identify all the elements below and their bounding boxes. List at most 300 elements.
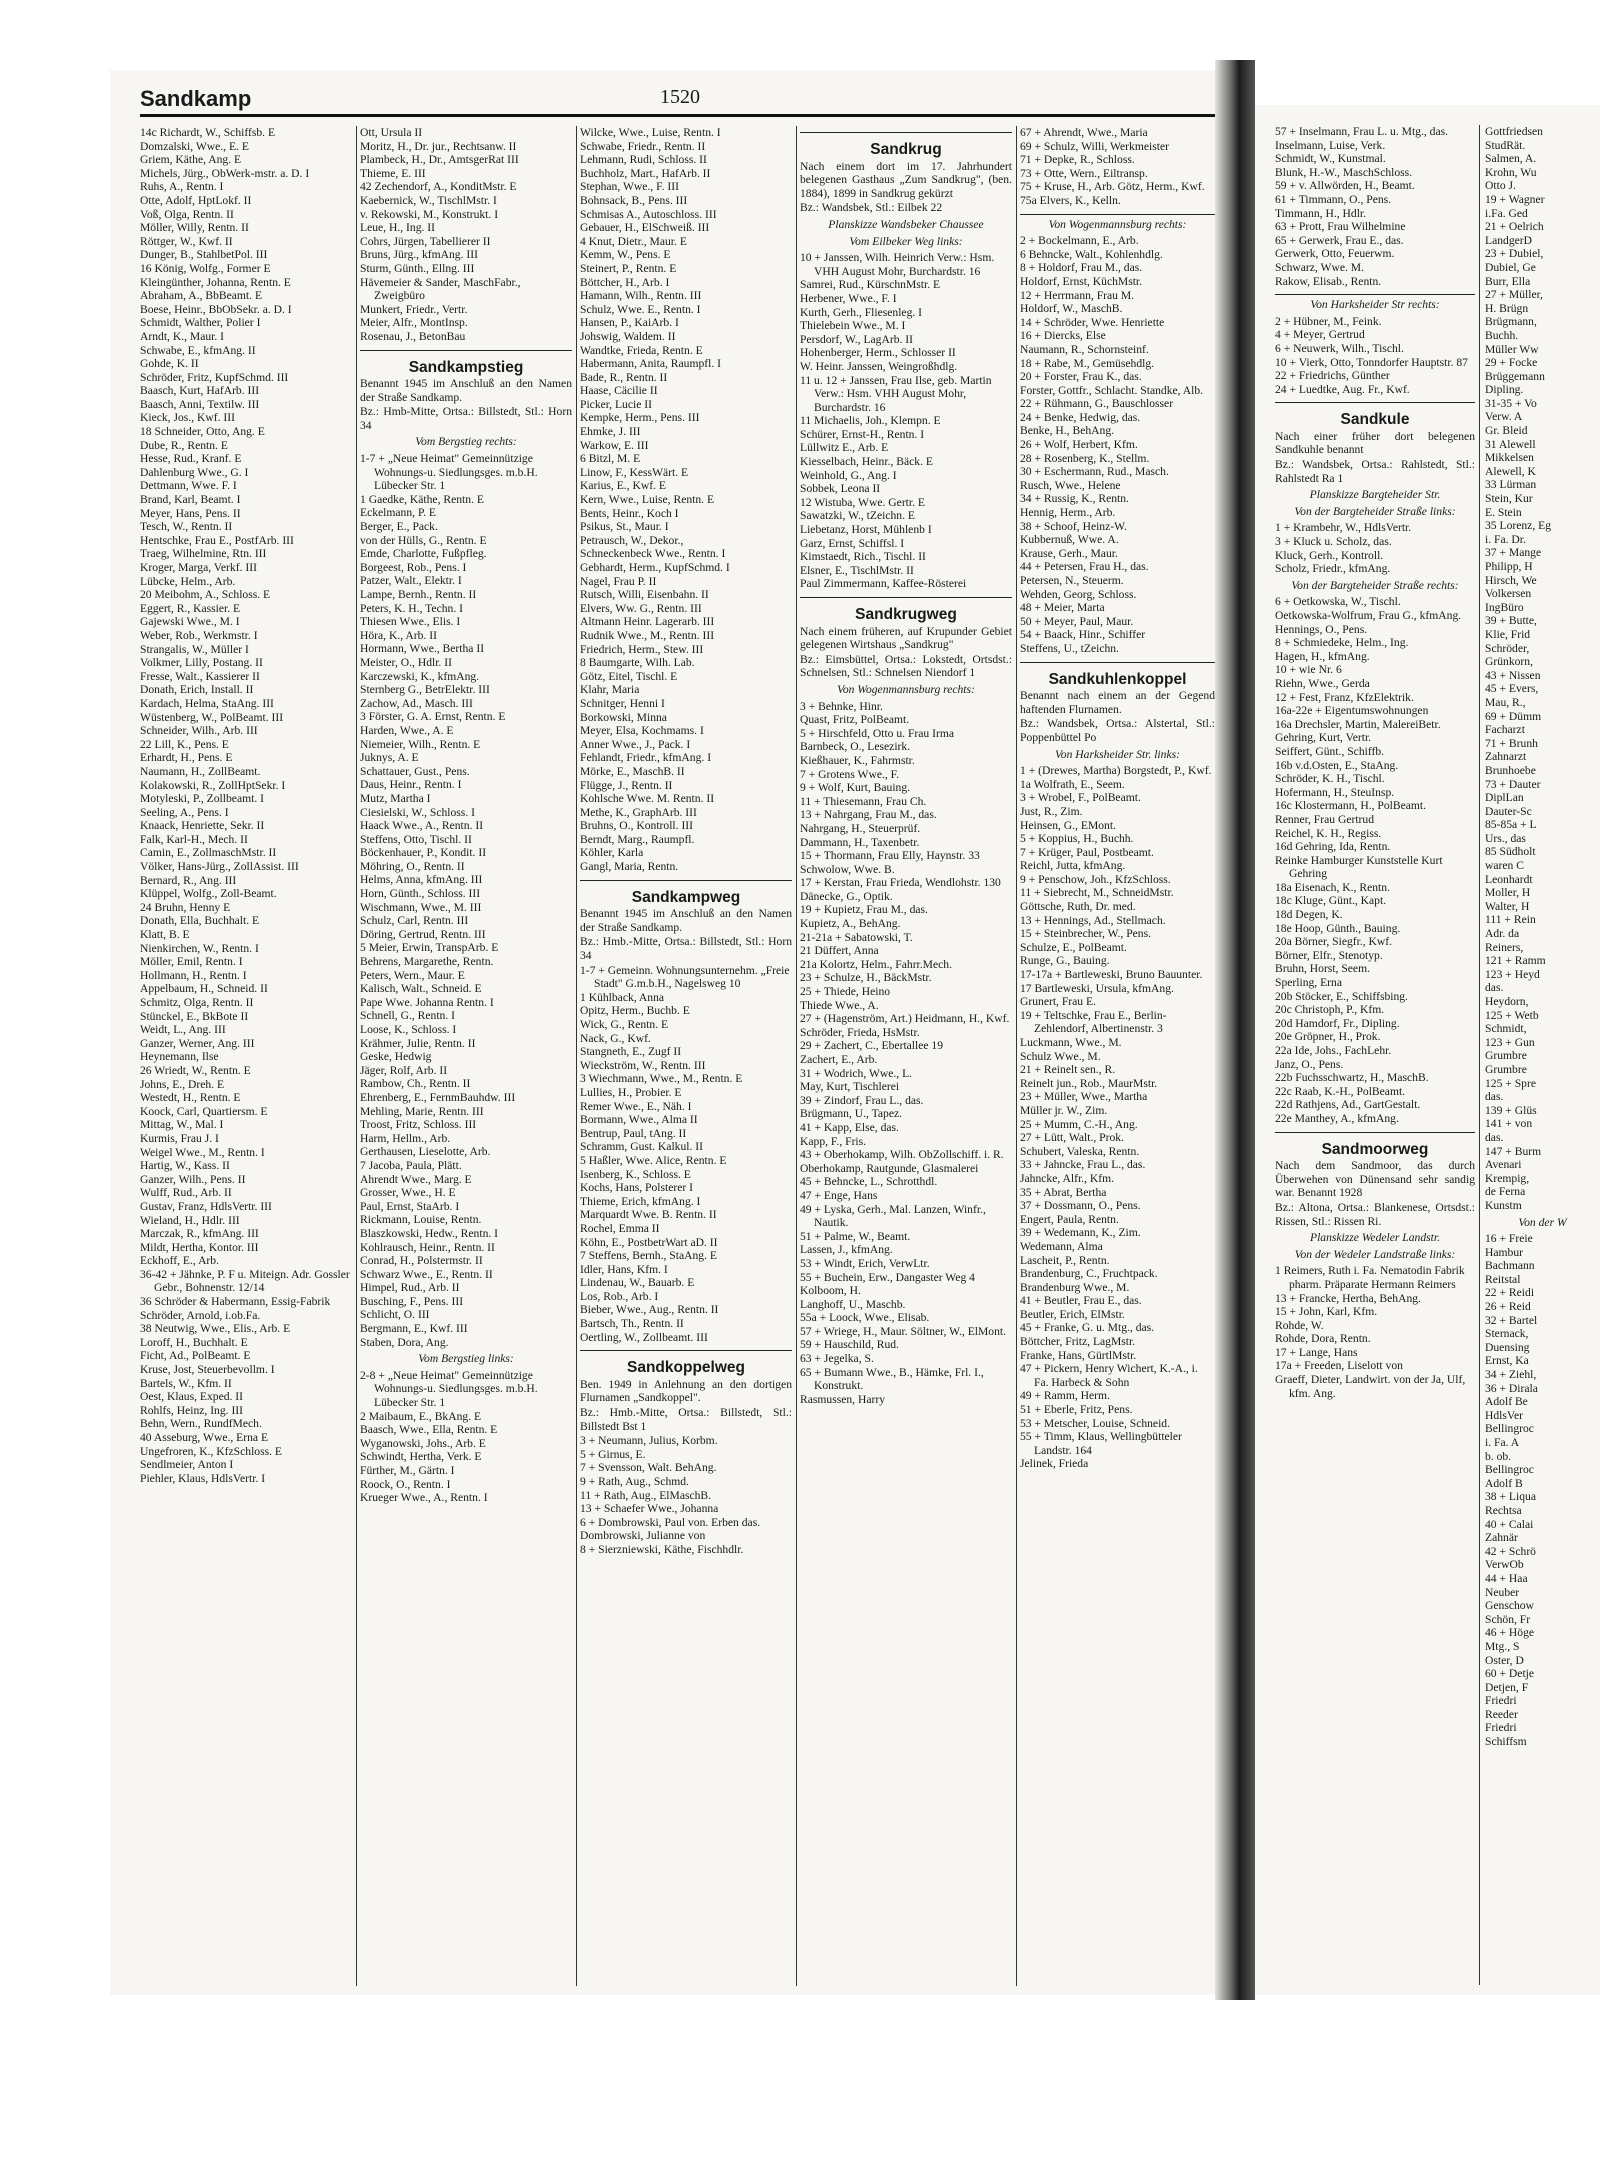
directory-entry: 15 + Steinbrecher, W., Pens. bbox=[1020, 927, 1152, 941]
directory-entry: Lassen, J., kfmAng. bbox=[800, 1243, 893, 1257]
directory-entry: Völker, Hans-Jürg., ZollAssist. III bbox=[140, 860, 299, 874]
directory-entry: Fehlandt, Friedr., kfmAng. I bbox=[580, 751, 712, 765]
directory-entry: Luckmann, Wwe., M. bbox=[1020, 1036, 1122, 1049]
side-subheading: Von der Bargteheider Straße links: bbox=[1294, 504, 1456, 518]
directory-entry: Troost, Fritz, Schloss. III bbox=[360, 1118, 477, 1132]
directory-entry: 27 + Lütt, Walt., Prok. bbox=[1020, 1131, 1124, 1145]
directory-entry: Klie, Frid bbox=[1485, 627, 1531, 641]
directory-entry: Oest, Klaus, Exped. II bbox=[140, 1390, 244, 1404]
directory-entry: Hansen, P., KaiArb. I bbox=[580, 316, 679, 330]
section-rule bbox=[1275, 402, 1475, 403]
directory-entry: Schmitz, Olga, Rentn. II bbox=[140, 996, 254, 1009]
directory-entry: 16 + Diercks, Else bbox=[1020, 329, 1106, 343]
directory-entry: Klatt, B. E bbox=[140, 928, 190, 942]
directory-entry: 20b Stöcker, E., Schiffsbing. bbox=[1275, 989, 1408, 1003]
directory-entry: 16b v.d.Osten, E., StaAng. bbox=[1275, 758, 1399, 772]
directory-entry: 65 + Gerwerk, Frau E., das. bbox=[1275, 233, 1404, 247]
directory-entry: Strangalis, W., Müller I bbox=[140, 642, 249, 656]
directory-entry: de Ferna bbox=[1485, 1185, 1526, 1199]
directory-entry: Lübcke, Helm., Arb. bbox=[140, 574, 236, 588]
directory-entry: Ganzer, Wilh., Pens. II bbox=[140, 1172, 246, 1186]
directory-entry: Ficht, Ad., PolBeamt. E bbox=[140, 1349, 251, 1363]
directory-entry: Hennings, O., Pens. bbox=[1275, 622, 1368, 636]
directory-entry: Janz, O., Pens. bbox=[1275, 1057, 1344, 1071]
page-number: 1520 bbox=[660, 86, 700, 108]
directory-entry: das. bbox=[1485, 1090, 1504, 1104]
directory-entry: Horn, Günth., Schloss. III bbox=[360, 887, 481, 901]
directory-entry: 13 + Schaefer Wwe., Johanna bbox=[580, 1502, 719, 1516]
directory-entry: Oberhokamp, Rautgunde, Glasmalerei bbox=[800, 1161, 979, 1175]
directory-entry: Sturm, Günth., Ellng. III bbox=[360, 261, 475, 275]
directory-entry: 50 + Meyer, Paul, Maur. bbox=[1020, 614, 1134, 628]
directory-entry: 29 + Focke bbox=[1485, 356, 1538, 370]
directory-entry: 7 + Krüger, Paul, Postbeamt. bbox=[1020, 845, 1154, 859]
directory-entry: Kolakowski, R., ZollHptSekr. I bbox=[140, 778, 286, 792]
directory-entry: 10 + wie Nr. 6 bbox=[1275, 663, 1342, 677]
directory-entry: Karius, E., Kwf. E bbox=[580, 479, 666, 493]
directory-entry: Idler, Hans, Kfm. I bbox=[580, 1262, 668, 1276]
directory-entry: 1 + Krambehr, W., HdlsVertr. bbox=[1275, 521, 1412, 535]
directory-entry: Kunstm bbox=[1485, 1198, 1522, 1212]
directory-entry: Gohde, K. II bbox=[140, 357, 199, 371]
directory-entry: Höra, K., Arb. II bbox=[360, 628, 437, 642]
directory-entry: Buchholz, Mart., HafArb. II bbox=[580, 166, 711, 180]
directory-entry: 32 + Bartel bbox=[1485, 1313, 1538, 1327]
directory-entry: 16 + Freie bbox=[1485, 1232, 1533, 1246]
side-subheading: Vom Eilbeker Weg links: bbox=[849, 234, 963, 248]
column-2 bbox=[360, 126, 577, 1986]
directory-entry: Kiesselbach, Heinr., Bäck. E bbox=[800, 455, 933, 469]
directory-entry: Blunk, H.-W., MaschSchloss. bbox=[1275, 165, 1413, 179]
directory-entry: 19 + Teltschke, Frau E., Berlin-Zehlendorf, Albertinenstr. 3 bbox=[1020, 1008, 1167, 1036]
directory-entry: 17-17a + Bartleweski, Bruno Bauunter. bbox=[1020, 968, 1203, 982]
directory-entry: Dipling. bbox=[1485, 383, 1524, 397]
directory-entry: Krause, Gerh., Maur. bbox=[1020, 546, 1118, 560]
directory-entry: Renner, Frau Gertrud bbox=[1275, 812, 1375, 826]
directory-entry: Reeder bbox=[1485, 1707, 1518, 1721]
directory-entry: Friedrich, Herm., Stew. III bbox=[580, 642, 704, 656]
directory-entry: Karczewski, K., kfmAng. bbox=[360, 669, 480, 683]
directory-entry: Patzer, Walt., Elektr. I bbox=[360, 574, 462, 588]
directory-entry: 22d Rathjens, Ad., GartGestalt. bbox=[1275, 1098, 1421, 1112]
directory-entry: 1a Wolfrath, E., Seem. bbox=[1020, 777, 1125, 791]
directory-entry: Schröder, bbox=[1485, 641, 1530, 655]
directory-entry: Schneckenbeck Wwe., Rentn. I bbox=[580, 547, 726, 561]
directory-entry: 43 + Nissen bbox=[1485, 668, 1541, 682]
directory-entry: Ehrenberg, E., FernmBauhdw. III bbox=[360, 1090, 516, 1104]
directory-entry: Kurmis, Frau J. I bbox=[140, 1131, 219, 1145]
directory-entry: Brüggemann bbox=[1485, 369, 1545, 383]
directory-entry: Griem, Käthe, Ang. E bbox=[140, 153, 242, 167]
directory-entry: 69 + Dümm bbox=[1485, 709, 1542, 723]
directory-entry: Rasmussen, Harry bbox=[800, 1392, 886, 1406]
directory-entry: 15 + John, Karl, Kfm. bbox=[1275, 1305, 1378, 1319]
directory-entry: 65 + Bumann Wwe., B., Hämke, Frl. I., Konstrukt. bbox=[800, 1365, 987, 1393]
directory-entry: 73 + Otte, Wern., Eiltransp. bbox=[1020, 166, 1148, 180]
directory-entry: 27 + Müller, bbox=[1485, 288, 1543, 302]
directory-entry: 11 + Rath, Aug., ElMaschB. bbox=[580, 1488, 712, 1502]
directory-entry: Ehmke, J. III bbox=[580, 425, 641, 439]
directory-entry: Schiffsm bbox=[1485, 1735, 1527, 1749]
directory-entry: 60 + Detje bbox=[1485, 1667, 1535, 1681]
directory-entry: Timmann, H., Hdlr. bbox=[1275, 206, 1367, 220]
directory-entry: Reitstal bbox=[1485, 1272, 1521, 1286]
directory-entry: Linow, F., KessWärt. E bbox=[580, 465, 689, 479]
directory-entry: Sternack, bbox=[1485, 1327, 1529, 1341]
street-note: Ben. 1949 in Anlehnung an den dortigen Flurnamen „Sandkoppel". bbox=[580, 1377, 792, 1405]
directory-entry: 13 + Hennings, Ad., Stellmach. bbox=[1020, 913, 1166, 927]
directory-entry: 10 + Janssen, Wilh. Heinrich Verw.: Hsm. VHH August Mohr, Burchardstr. 16 bbox=[800, 251, 997, 278]
directory-entry: Urs., das bbox=[1485, 831, 1526, 845]
directory-entry: Garz, Ernst, Schiffsl. I bbox=[800, 536, 905, 550]
directory-entry: 54 + Baack, Hinr., Schiffer bbox=[1020, 628, 1146, 642]
directory-entry: 4 Knut, Dietr., Maur. E bbox=[580, 234, 687, 248]
directory-entry: 35 Lorenz, Eg bbox=[1485, 519, 1551, 533]
directory-entry: 63 + Prott, Frau Wilhelmine bbox=[1275, 220, 1406, 234]
directory-entry: Hohenberger, Herm., Schlosser II bbox=[800, 346, 956, 360]
street-heading: Sandkoppelweg bbox=[627, 1359, 745, 1377]
directory-entry: 69 + Schulz, Willi, Werkmeister bbox=[1020, 139, 1169, 153]
directory-entry: 22e Manthey, A., kfmAng. bbox=[1275, 1111, 1399, 1125]
directory-entry: 45 + Evers, bbox=[1485, 682, 1539, 696]
directory-entry: Nahrgang, H., Steuerprüf. bbox=[800, 821, 921, 835]
directory-entry: Quast, Fritz, PolBeamt. bbox=[800, 713, 910, 727]
directory-entry: Wilcke, Wwe., Luise, Rentn. I bbox=[580, 126, 721, 139]
directory-entry: 26 + Wolf, Herbert, Kfm. bbox=[1020, 438, 1138, 452]
directory-entry: Schulz, Carl, Rentn. III bbox=[360, 914, 469, 928]
directory-entry: Schwolow, Wwe. B. bbox=[800, 862, 895, 876]
directory-entry: 1 + (Drewes, Martha) Borgstedt, P., Kwf. bbox=[1020, 764, 1212, 778]
directory-entry: 40 Asseburg, Wwe., Erna E bbox=[140, 1431, 269, 1444]
directory-entry: Lascheit, P., Rentn. bbox=[1020, 1253, 1110, 1267]
street-note: Bz.: Hmb.-Mitte, Ortsa.: Billstedt, Stl.: Billstedt Bst 1 bbox=[580, 1406, 792, 1433]
directory-entry: StudRät. bbox=[1485, 138, 1526, 152]
directory-entry: 24 + Benke, Hedwig, das. bbox=[1020, 410, 1141, 424]
directory-entry: Möller, Emil, Rentn. I bbox=[140, 955, 243, 969]
directory-entry: 37 + Mange bbox=[1485, 546, 1542, 560]
directory-entry: 9 + Rath, Aug., Schmd. bbox=[580, 1475, 689, 1488]
directory-entry: 17 Bartleweski, Ursula, kfmAng. bbox=[1020, 981, 1174, 995]
directory-entry: 15 + Thormann, Frau Elly, Haynstr. 33 bbox=[800, 849, 980, 863]
directory-entry: 7 Steffens, Bernh., StaAng. E bbox=[580, 1249, 717, 1263]
directory-entry: Ganzer, Werner, Ang. III bbox=[140, 1036, 255, 1050]
street-note: Nach einer früher dort belegenen Sandkuhle benannt bbox=[1275, 429, 1475, 457]
directory-entry: Gajewski Wwe., M. I bbox=[140, 615, 240, 629]
directory-entry: Reichel, K. H., Regiss. bbox=[1275, 826, 1382, 840]
directory-page-right bbox=[1255, 105, 1600, 1995]
directory-entry: Dammann, H., Taxenbetr. bbox=[800, 835, 920, 849]
directory-entry: Kießhauer, K., Fahrmstr. bbox=[800, 753, 915, 767]
directory-entry: 31-35 + Vo bbox=[1485, 396, 1537, 410]
directory-entry: 23 + Schulze, H., BäckMstr. bbox=[800, 971, 932, 985]
directory-entry: 43 + Oberhokamp, Wilh. ObZollschiff. i. R. bbox=[800, 1148, 1004, 1162]
directory-entry: 31 + Wodrich, Wwe., L. bbox=[800, 1066, 913, 1080]
directory-entry: 13 + Nahrgang, Frau M., das. bbox=[800, 808, 937, 822]
directory-entry: Böttcher, H., Arb. I bbox=[580, 275, 670, 289]
directory-entry: Camin, E., ZollmaschMstr. II bbox=[140, 846, 277, 860]
directory-entry: 3 + Wrobel, F., PolBeamt. bbox=[1020, 791, 1141, 805]
directory-entry: Wieckström, W., Rentn. III bbox=[580, 1058, 706, 1072]
directory-entry: W. Heinr. Janssen, Weingroßhdlg. bbox=[800, 359, 958, 373]
directory-entry: Brandenburg Wwe., M. bbox=[1020, 1280, 1130, 1294]
directory-entry: Bernard, R., Ang. III bbox=[140, 873, 237, 887]
directory-entry: Haack Wwe., A., Rentn. II bbox=[360, 819, 484, 833]
directory-entry: Fürther, M., Gärtn. I bbox=[360, 1464, 455, 1477]
directory-entry: Dettmann, Wwe. F. I bbox=[140, 479, 237, 493]
directory-entry: 53 + Metscher, Louise, Schneid. bbox=[1020, 1416, 1170, 1430]
directory-entry: 85 Südholt bbox=[1485, 845, 1536, 859]
directory-entry: Kaebernick, W., TischlMstr. I bbox=[360, 193, 497, 207]
directory-entry: 12 Wistuba, Wwe. Gertr. E bbox=[800, 495, 925, 509]
directory-entry: May, Kurt, Tischlerei bbox=[800, 1080, 900, 1094]
directory-entry: Harm, Hellm., Arb. bbox=[360, 1131, 451, 1145]
directory-entry: 21-21a + Sabatowski, T. bbox=[800, 930, 913, 944]
directory-entry: Adolf Be bbox=[1485, 1395, 1528, 1409]
directory-entry: Schwindt, Hertha, Verk. E bbox=[360, 1450, 482, 1464]
directory-entry: Verw. A bbox=[1485, 410, 1523, 424]
directory-entry: 71 + Depke, R., Schloss. bbox=[1020, 153, 1135, 167]
column-3 bbox=[580, 126, 797, 1986]
directory-entry: 18 + Rabe, M., Gemüsehdlg. bbox=[1020, 356, 1155, 370]
directory-entry: Hamann, Wilh., Rentn. III bbox=[580, 289, 702, 303]
book-gutter bbox=[1215, 60, 1255, 2000]
directory-entry: Steffens, Otto, Tischl. II bbox=[360, 832, 472, 846]
directory-entry: 139 + Glüs bbox=[1485, 1103, 1537, 1117]
directory-entry: Wehden, Georg, Schloss. bbox=[1020, 587, 1137, 601]
directory-entry: das. bbox=[1485, 981, 1504, 995]
directory-entry: 48 + Meier, Marta bbox=[1020, 601, 1105, 615]
directory-entry: 20c Christoph, P., Kfm. bbox=[1275, 1003, 1385, 1017]
directory-entry: DiplLan bbox=[1485, 791, 1524, 805]
directory-entry: 17a + Freeden, Liselott von bbox=[1275, 1359, 1403, 1373]
directory-entry: Bellingroc bbox=[1485, 1463, 1534, 1477]
directory-entry: 22 + Friedrichs, Günther bbox=[1275, 369, 1390, 383]
directory-entry: Heinsen, G., EMont. bbox=[1020, 818, 1116, 832]
directory-entry: Duensing bbox=[1485, 1340, 1530, 1354]
directory-entry: 25 + Thiede, Heino bbox=[800, 985, 891, 999]
directory-entry: 47 + Enge, Hans bbox=[800, 1188, 878, 1202]
directory-entry: Schön, Fr bbox=[1485, 1612, 1531, 1626]
directory-entry: 36-42 + Jähnke, P. F u. Miteign. Adr. Gossler Gebr., Bohnenstr. 12/14 bbox=[140, 1267, 353, 1295]
directory-entry: Volkersen bbox=[1485, 587, 1532, 601]
directory-entry: Götz, Eitel, Tischl. E bbox=[580, 669, 678, 683]
directory-entry: Leonhardt bbox=[1485, 872, 1533, 886]
directory-entry: Bormann, Wwe., Alma II bbox=[580, 1113, 698, 1127]
directory-entry: Weber, Rob., Werkmstr. I bbox=[140, 628, 258, 642]
directory-entry: 16a Drechsler, Martin, MalereiBetr. bbox=[1275, 717, 1441, 731]
directory-entry: 1-7 + Gemeinn. Wohnungsunternehm. „Freie Stadt" G.m.b.H., Nagelsweg 10 bbox=[580, 963, 793, 991]
directory-entry: 23 + Müller, Wwe., Martha bbox=[1020, 1090, 1148, 1104]
directory-entry: Elvers, Ww. G., Rentn. III bbox=[580, 601, 702, 615]
directory-entry: Kempke, Herm., Pens. III bbox=[580, 411, 700, 425]
directory-entry: Schulz, Wwe. E., Rentn. I bbox=[580, 302, 701, 316]
directory-entry: Nagel, Frau P. II bbox=[580, 574, 657, 588]
directory-entry: Brand, Karl, Beamt. I bbox=[140, 493, 241, 507]
directory-entry: Langhoff, U., Maschb. bbox=[800, 1297, 906, 1311]
directory-entry: Mörke, E., MaschB. II bbox=[580, 764, 685, 778]
directory-entry: 59 + v. Allwörden, H., Beamt. bbox=[1275, 179, 1415, 193]
directory-entry: 17 + Kerstan, Frau Frieda, Wendlohstr. 130 bbox=[800, 876, 1001, 890]
directory-entry: Riehn, Wwe., Gerda bbox=[1275, 676, 1370, 690]
directory-entry: 24 + Luedtke, Aug. Fr., Kwf. bbox=[1275, 382, 1410, 396]
directory-entry: Schwarz Wwe., E., Rentn. II bbox=[360, 1267, 493, 1281]
directory-entry: Kimstaedt, Rich., Tischl. II bbox=[800, 550, 926, 564]
directory-entry: Just, R., Zim. bbox=[1020, 804, 1083, 818]
directory-entry: Kurth, Gerh., Fliesenleg. I bbox=[800, 305, 923, 319]
side-subheading: Planskizze Wandsbeker Chaussee bbox=[828, 217, 984, 231]
directory-entry: Daus, Heinr., Rentn. I bbox=[360, 778, 462, 792]
directory-entry: Jäger, Rolf, Arb. II bbox=[360, 1063, 448, 1077]
directory-entry: 14 + Schröder, Wwe. Henriette bbox=[1020, 315, 1165, 329]
street-note: Bz.: Hmb-Mitte, Ortsa.: Billstedt, Stl.: Horn 34 bbox=[360, 405, 572, 432]
directory-entry: 41 + Kapp, Else, das. bbox=[800, 1120, 899, 1134]
directory-entry: Köhler, Karla bbox=[580, 846, 644, 860]
directory-entry: Schmidt, W., Kunstmal. bbox=[1275, 152, 1386, 166]
directory-entry: Dombrowski, Julianne von bbox=[580, 1529, 706, 1543]
directory-entry: Jahncke, Alfr., Kfm. bbox=[1020, 1171, 1115, 1185]
directory-entry: Knaack, Henriette, Sekr. II bbox=[140, 819, 265, 833]
directory-entry: Inselmann, Luise, Verk. bbox=[1275, 138, 1386, 152]
directory-entry: Moller, H bbox=[1485, 886, 1531, 900]
directory-entry: v. Rekowski, M., Konstrukt. I bbox=[360, 207, 499, 221]
directory-entry: Schwarz, Wwe. M. bbox=[1275, 260, 1364, 274]
street-heading: Sandkampstieg bbox=[408, 358, 524, 376]
directory-entry: Meyer, Elsa, Kochmams. I bbox=[580, 724, 704, 738]
directory-entry: 123 + Gun bbox=[1485, 1035, 1535, 1049]
side-subheading: Von Wogenmannsburg rechts: bbox=[837, 682, 975, 696]
directory-entry: Schulze, E., PolBeamt. bbox=[1020, 940, 1127, 954]
directory-entry: Heynemann, Ilse bbox=[140, 1050, 219, 1064]
directory-entry: Bachmann bbox=[1485, 1259, 1535, 1273]
directory-entry: 39 + Wedemann, K., Zim. bbox=[1020, 1226, 1141, 1240]
directory-entry: Kohlsche Wwe. M. Rentn. II bbox=[580, 792, 715, 806]
directory-entry: Ciesielski, W., Schloss. I bbox=[360, 805, 475, 819]
directory-entry: Kroger, Marga, Verkf. III bbox=[140, 561, 257, 574]
directory-entry: Otte, Adolf, HptLokf. II bbox=[140, 193, 252, 207]
section-rule bbox=[1020, 214, 1215, 215]
street-note: Nach einem früheren, auf Krupunder Gebiet gelegenen Wirtshaus „Sandkrug" bbox=[800, 624, 1012, 652]
directory-entry: 141 + von bbox=[1485, 1117, 1533, 1131]
directory-entry: Rakow, Elisab., Rentn. bbox=[1275, 274, 1382, 288]
directory-entry: Engert, Paula, Rentn. bbox=[1020, 1212, 1119, 1226]
directory-entry: Sawatzki, W., tZeichn. E bbox=[800, 509, 915, 523]
directory-entry: 6 + Neuwerk, Wilh., Tischl. bbox=[1275, 341, 1404, 355]
directory-entry: Krempig, bbox=[1485, 1171, 1530, 1185]
directory-entry: Naumann, H., ZollBeamt. bbox=[140, 764, 261, 778]
directory-entry: Opitz, Herm., Buchb. E bbox=[580, 1004, 690, 1018]
directory-entry: 42 Zechendorf, A., KonditMstr. E bbox=[360, 180, 517, 194]
directory-entry: Bruhn, Horst, Seem. bbox=[1275, 962, 1370, 976]
directory-entry: Otto J. bbox=[1485, 179, 1516, 193]
directory-entry: Traeg, Wilhelmine, Rtn. III bbox=[140, 547, 267, 561]
directory-entry: 7 + Svensson, Walt. BehAng. bbox=[580, 1461, 717, 1475]
directory-entry: Lindenau, W., Bauarb. E bbox=[580, 1276, 695, 1290]
directory-entry: Remer Wwe., E., Näh. I bbox=[580, 1099, 692, 1113]
directory-entry: 55a + Loock, Wwe., Elisab. bbox=[800, 1311, 930, 1325]
directory-entry: 38 + Schoof, Heinz-W. bbox=[1020, 519, 1127, 533]
directory-entry: 22a Ide, Johs., FachLehr. bbox=[1275, 1044, 1392, 1057]
directory-entry: Schwabe, E., kfmAng. II bbox=[140, 343, 256, 357]
side-subheading: Von Harksheider Str rechts: bbox=[1310, 298, 1440, 312]
side-subheading: Vom Bergstieg rechts: bbox=[415, 435, 517, 449]
street-note: Bz.: Wandsbek, Ortsa.: Alstertal, Stl.: Poppenbüttel Po bbox=[1020, 717, 1215, 744]
directory-entry: Johswig, Waldem. II bbox=[580, 329, 676, 343]
directory-entry: Dahlenburg Wwe., G. I bbox=[140, 465, 249, 479]
directory-entry: Mikkelsen bbox=[1485, 451, 1534, 465]
street-note: Bz.: Eimsbüttel, Ortsa.: Lokstedt, Ortsdst.: Schnelsen, Stl.: Schnelsen Niendorf 1 bbox=[800, 652, 1012, 680]
directory-entry: Bartels, W., Kfm. II bbox=[140, 1376, 232, 1390]
directory-entry: Picker, Lucie II bbox=[580, 397, 652, 411]
directory-entry: Boese, Heinr., BbObSekr. a. D. I bbox=[140, 302, 292, 316]
directory-entry: 3 + Behnke, Hinr. bbox=[800, 699, 883, 713]
directory-entry: Ernst, Ka bbox=[1485, 1354, 1529, 1368]
directory-entry: Schröder, Frieda, HsMstr. bbox=[800, 1025, 920, 1039]
directory-entry: 57 + Wriege, H., Maur. Söltner, W., ElMont. bbox=[800, 1324, 1007, 1338]
directory-entry: Kubbernuß, Wwe. A. bbox=[1020, 533, 1119, 547]
directory-entry: 30 + Eschermann, Rud., Masch. bbox=[1020, 465, 1169, 479]
directory-entry: Reichl, Jutta, kfmAng. bbox=[1020, 859, 1126, 873]
directory-entry: Emde, Charlotte, Fußpfleg. bbox=[360, 547, 487, 561]
directory-entry: Stephan, Wwe., F. III bbox=[580, 180, 679, 194]
directory-entry: Jelinek, Frieda bbox=[1020, 1457, 1089, 1471]
directory-entry: Motyleski, P., Zollbeamt. I bbox=[140, 792, 264, 806]
directory-entry: 24 Bruhn, Henny E bbox=[140, 900, 231, 914]
directory-entry: Thieme, Erich, kfmAng. I bbox=[580, 1194, 701, 1208]
directory-entry: Liebetanz, Horst, Mühlenb I bbox=[800, 523, 932, 537]
directory-entry: Mau, R., bbox=[1485, 695, 1526, 709]
directory-entry: 8 + Schmiedeke, Helm., Ing. bbox=[1275, 636, 1409, 650]
directory-entry: 7 Jacoba, Paula, Plätt. bbox=[360, 1158, 462, 1172]
directory-entry: Rechtsa bbox=[1485, 1503, 1522, 1517]
directory-entry: 47 + Pickern, Henry Wichert, K.-A., i. Fa. Harbeck & Sohn bbox=[1020, 1362, 1201, 1389]
directory-entry: Brügmann, bbox=[1485, 315, 1537, 329]
directory-entry: Gebhardt, Herm., KupfSchmd. I bbox=[580, 561, 730, 574]
directory-entry: Peters, Wern., Maur. E bbox=[360, 968, 465, 982]
directory-entry: 16a-22e + Eigentumswohnungen bbox=[1275, 704, 1429, 718]
directory-entry: 13 + Francke, Hertha, BehAng. bbox=[1275, 1291, 1421, 1305]
side-subheading: Von der Wedeler Landstraße links: bbox=[1294, 1247, 1456, 1261]
directory-entry: 36 + Dirala bbox=[1485, 1381, 1538, 1395]
directory-entry: 38 + Liqua bbox=[1485, 1490, 1536, 1504]
directory-entry: Holdorf, Ernst, KüchMstr. bbox=[1020, 274, 1143, 288]
directory-entry: Reiners, bbox=[1485, 940, 1524, 954]
directory-entry: 23 + Dubiel, bbox=[1485, 247, 1544, 261]
directory-entry: Ungefroren, K., KfzSchloss. E bbox=[140, 1444, 282, 1458]
directory-entry: 67 + Ahrendt, Wwe., Maria bbox=[1020, 126, 1148, 139]
street-heading: Sandkrugweg bbox=[855, 606, 957, 623]
directory-entry: 1 Gaedke, Käthe, Rentn. E bbox=[360, 492, 484, 506]
directory-entry: 51 + Palme, W., Beamt. bbox=[800, 1229, 911, 1243]
directory-entry: Schattauer, Gust., Pens. bbox=[360, 764, 470, 778]
directory-entry: 41 + Beutler, Frau E., das. bbox=[1020, 1294, 1142, 1308]
directory-entry: 55 + Timm, Klaus, Wellingbütteler Landstr. 164 bbox=[1020, 1430, 1185, 1457]
directory-entry: Naumann, R., Schornsteinf. bbox=[1020, 342, 1149, 356]
street-note: Bz.: Hmb.-Mitte, Ortsa.: Billstedt, Stl.: Horn 34 bbox=[580, 935, 792, 963]
directory-entry: Kapp, F., Fris. bbox=[800, 1134, 867, 1148]
directory-entry: Thiede Wwe., A. bbox=[800, 998, 879, 1012]
directory-entry: 45 + Franke, G. u. Mtg., das. bbox=[1020, 1321, 1155, 1335]
section-rule bbox=[1275, 1132, 1475, 1133]
directory-entry: Eggert, R., Kassier. E bbox=[140, 601, 241, 615]
directory-entry: Borgeest, Rob., Pens. I bbox=[360, 560, 467, 574]
directory-entry: Hollmann, H., Rentn. I bbox=[140, 968, 247, 982]
directory-entry: Grumbre bbox=[1485, 1062, 1527, 1076]
directory-entry: 10 + Vierk, Otto, Tonndorfer Hauptstr. 87 bbox=[1275, 355, 1468, 369]
directory-entry: Michels, Jürg., ObWerk-mstr. a. D. I bbox=[140, 166, 310, 180]
directory-entry: 123 + Heyd bbox=[1485, 967, 1540, 981]
directory-entry: Rudnik Wwe., M., Rentn. III bbox=[580, 628, 715, 642]
street-note: Benannt 1945 im Anschluß an den Namen der Straße Sandkamp. bbox=[360, 377, 572, 404]
